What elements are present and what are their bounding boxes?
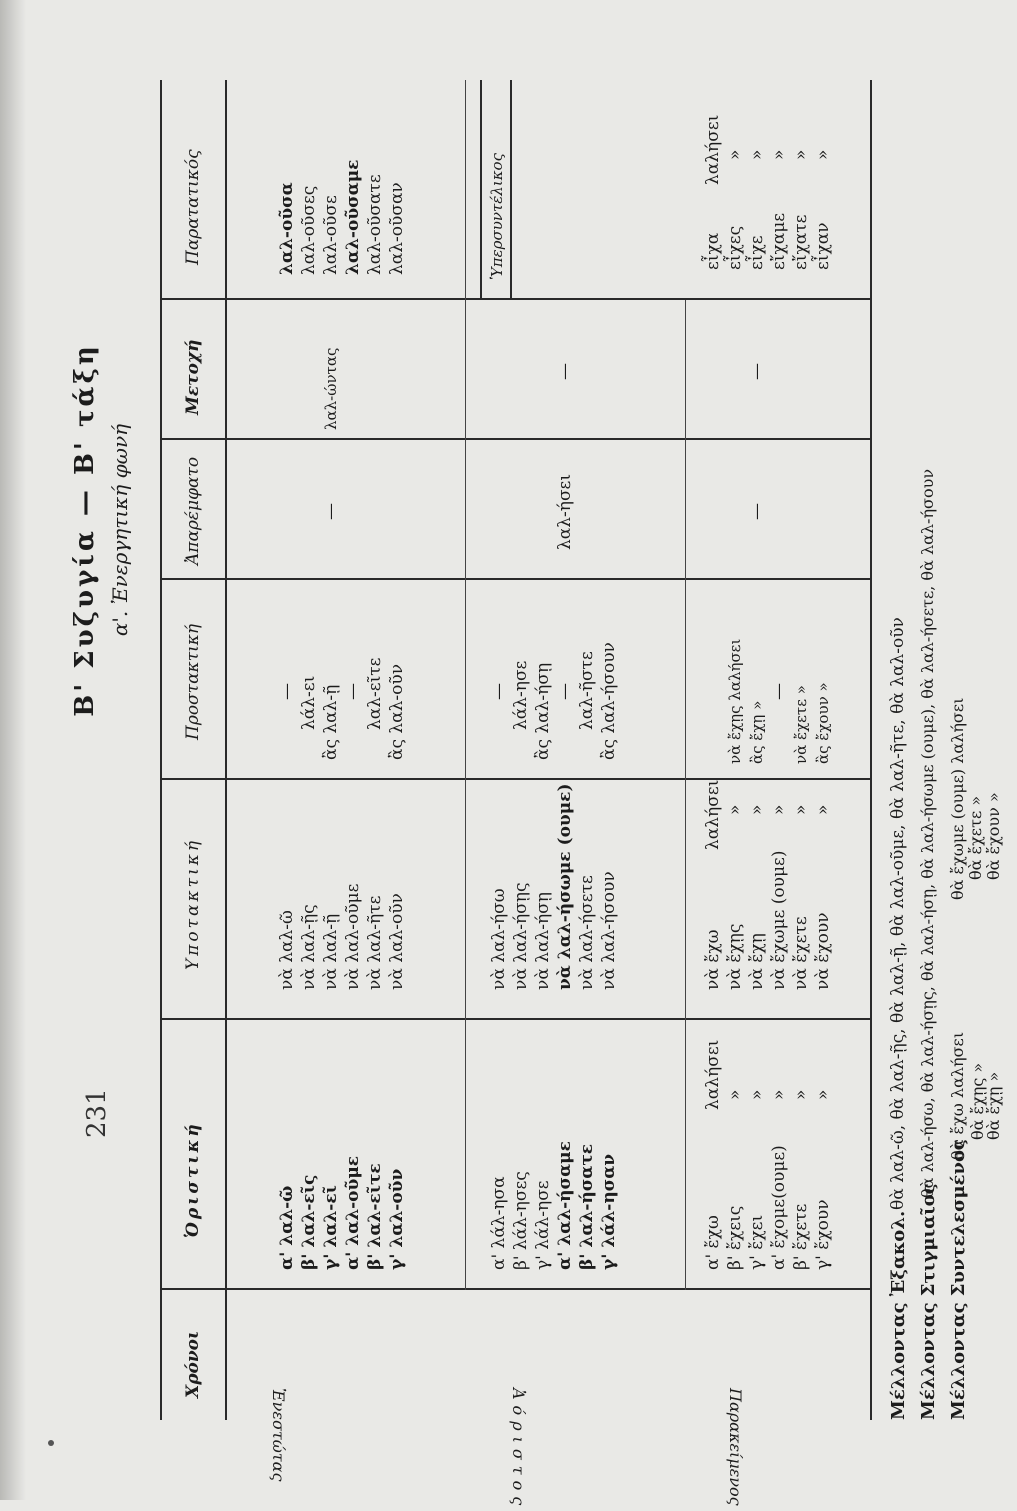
pluperfect-aux: εἶχε [747, 235, 767, 270]
perfect-indicative-aux: α' ἔχομε(ουμε) [769, 1145, 789, 1270]
perfect-indicative-aux: γ' ἔχουν [813, 1199, 833, 1270]
imperfect-row: λαλ-οῦσαν [387, 182, 407, 275]
present-imperative-row: — [277, 683, 297, 700]
pluperfect-main: » [791, 149, 811, 160]
perfect-indicative-aux: γ' ἔχει [747, 1214, 767, 1270]
imperfect-row: λαλ-οῦσες [299, 185, 319, 275]
future-perfect-label: Μέλλοντας Συντελεσμένος [948, 1139, 969, 1420]
row-rule [465, 80, 466, 300]
aorist-imperative-row: λαλ-ῆστε [577, 651, 597, 730]
perfect-subjunctive-aux: νὰ ἔχετε [791, 916, 811, 990]
aorist-imperative-row: — [555, 683, 575, 700]
header-indicative: Ὁριστική [183, 1121, 203, 1238]
aorist-subjunctive-row: νὰ λαλ-ήσῃς [511, 882, 531, 990]
perfect-subjunctive-main: λαλήσει [703, 779, 723, 850]
perfect-subjunctive-aux: νὰ ἔχω [703, 929, 723, 990]
col-rule [160, 1289, 870, 1291]
present-subjunctive-row: νὰ λαλ-οῦν [387, 893, 407, 990]
header-rule [225, 80, 227, 1420]
present-imperative-row: λάλ-ει [299, 675, 319, 730]
future-perfect-col2-row: θὰ ἔχετε » [966, 795, 985, 880]
perfect-indicative-main: » [813, 1089, 833, 1100]
present-indicative-row: β' λαλ-εῖτε [365, 1163, 385, 1270]
imperfect-row: λαλ-οῦσαμε [343, 159, 363, 275]
rotated-page [40, 40, 1003, 1511]
header-tense: Χρόνοι [183, 1330, 203, 1398]
perfect-imperative-row: νὰ ἔχῃς λαλήσει [726, 638, 744, 764]
col-rule [160, 1019, 870, 1021]
future-perfect-col2-row: θὰ ἔχουν » [984, 792, 1003, 880]
aorist-subjunctive-row: νὰ λαλ-ήσῃ [533, 892, 553, 990]
imperfect-row: λαλ-οῦσα [277, 182, 297, 275]
aorist-subjunctive-row: νὰ λαλ-ήσωμε (ουμε) [555, 783, 575, 990]
future-continuous-forms: θὰ λαλ-ῶ, θὰ λαλ-ῇς, θὰ λαλ-ῇ, θὰ λαλ-οῦμε, θὰ λαλ-ῆτε, θὰ λαλ-οῦν [888, 617, 908, 1210]
header-pluperfect: Ὑπερσυντέλικος [488, 153, 506, 280]
perfect-subjunctive-main: » [747, 804, 767, 815]
col-rule [160, 299, 870, 301]
perfect-imperative-row: νὰ ἔχετε » [792, 685, 810, 764]
aorist-participle: — [555, 363, 575, 380]
header-participle: Μετοχή [183, 339, 203, 415]
future-perfect-col1-row: θὰ ἔχω λαλήσει [948, 1031, 967, 1160]
perfect-indicative-aux: α' ἔχω [703, 1215, 723, 1270]
page-subtitle: α'. Ἐνεργητική φωνή [108, 423, 132, 637]
present-indicative-row: β' λαλ-εῖς [299, 1174, 319, 1270]
header-imperative: Προστακτική [183, 623, 203, 740]
perfect-indicative-aux: β' ἔχετε [791, 1203, 811, 1270]
perfect-imperative-row: ἂς ἔχῃ » [748, 700, 766, 764]
header-imperfect: Παρατατικός [183, 149, 203, 265]
present-imperative-row: — [343, 683, 363, 700]
tense-label-perfect: Παρακείμενος [726, 1388, 745, 1506]
row-rule [465, 300, 466, 1290]
present-infinitive: — [321, 503, 341, 520]
present-subjunctive-row: νὰ λαλ-ῇ [321, 913, 341, 990]
perfect-indicative-main: » [769, 1089, 789, 1100]
aorist-indicative-row: β' λάλ-ησες [511, 1171, 531, 1270]
aorist-subjunctive-row: νὰ λαλ-ήσουν [599, 871, 619, 990]
present-indicative-row: γ' λαλ-εῖ [321, 1185, 341, 1270]
perfect-subjunctive-aux: νὰ ἔχουν [813, 912, 833, 990]
aorist-indicative-row: γ' λάλ-ησαν [599, 1153, 619, 1270]
perfect-subjunctive-main: » [769, 804, 789, 815]
page-edge-shadow [0, 0, 26, 1500]
present-imperative-row: ἂς λαλ-ῇ [321, 684, 341, 760]
perfect-participle: — [747, 363, 767, 380]
aorist-subjunctive-row: νὰ λαλ-ήσετε [577, 875, 597, 990]
imperfect-row: λαλ-οῦσε [321, 195, 341, 275]
aorist-indicative-row: α' λάλ-ησα [489, 1176, 509, 1270]
present-participle: λαλ-ώντας [322, 347, 340, 430]
present-subjunctive-row: νὰ λαλ-ῆτε [365, 895, 385, 990]
perfect-indicative-main: » [725, 1089, 745, 1100]
perfect-indicative-main: » [791, 1089, 811, 1100]
present-subjunctive-row: νὰ λαλ-ῇς [299, 904, 319, 990]
present-imperative-row: λαλ-εῖτε [365, 657, 385, 730]
pluperfect-rule [480, 80, 482, 300]
pluperfect-main: λαλήσει [703, 114, 723, 185]
perfect-subjunctive-aux: νὰ ἔχῃ [747, 933, 767, 990]
perfect-indicative-main: λαλήσει [703, 1039, 723, 1110]
aorist-imperative-row: ἂς λαλ-ήσουν [599, 642, 619, 760]
future-simple-label: Μέλλοντας Στιγμιαῖος [918, 1183, 939, 1420]
aorist-infinitive: λαλ-ήσει [555, 473, 575, 550]
perfect-infinitive: — [747, 503, 767, 520]
aorist-subjunctive-row: νὰ λαλ-ήσω [489, 888, 509, 990]
future-perfect-col1-row: θὰ ἔχῃς » [968, 1062, 987, 1140]
pluperfect-rule [510, 80, 512, 300]
table-top-rule [160, 80, 162, 1420]
present-indicative-row: α' λαλ-οῦμε [343, 1155, 363, 1270]
tense-label-aorist: Ἀόριστος [509, 1388, 528, 1511]
page-number: 231 [82, 1088, 112, 1138]
future-simple-forms: θὰ λαλ-ήσω, θὰ λαλ-ήσῃς, θὰ λαλ-ήσῃ, θὰ λαλ-ήσωμε (ουμε), θὰ λαλ-ήσετε, θὰ λαλ-ήσουν [918, 468, 937, 1198]
perfect-subjunctive-aux: νὰ ἔχωμε (ουμε) [769, 850, 789, 990]
page-title: Β' Συζυγία — Β' τάξη [70, 343, 100, 717]
present-imperative-row: ἂς λαλ-οῦν [387, 663, 407, 760]
aorist-indicative-row: β' λαλ-ήσατε [577, 1143, 597, 1270]
perfect-subjunctive-main: » [813, 804, 833, 815]
header-infinitive: Ἀπαρέμφατο [183, 456, 203, 565]
perfect-imperative-row: — [769, 683, 789, 700]
perfect-subjunctive-aux: νὰ ἔχῃς [725, 923, 745, 990]
aorist-imperative-row: ἂς λαλ-ήσῃ [533, 662, 553, 760]
present-subjunctive-row: νὰ λαλ-οῦμε [343, 883, 363, 990]
aorist-indicative-row: γ' λάλ-ησε [533, 1180, 553, 1270]
present-subjunctive-row: νὰ λαλ-ῶ [277, 910, 297, 990]
perfect-subjunctive-main: » [791, 804, 811, 815]
perfect-indicative-main: » [747, 1089, 767, 1100]
perfect-imperative-row: ἂς ἔχουν » [814, 682, 832, 764]
pluperfect-aux: εἶχα [703, 232, 723, 270]
pluperfect-main: » [747, 149, 767, 160]
col-rule [160, 779, 870, 781]
row-rule [685, 300, 686, 1290]
col-rule [160, 439, 870, 441]
future-continuous-label: Μέλλοντας Ἐξακολ. [888, 1210, 909, 1420]
col-rule [160, 579, 870, 581]
pluperfect-main: » [725, 149, 745, 160]
tense-label-present: Ἐνεστώτας [269, 1388, 288, 1482]
aorist-imperative-row: — [489, 683, 509, 700]
imperfect-row: λαλ-οῦσατε [365, 174, 385, 275]
perfect-indicative-aux: β' ἔχεις [725, 1205, 745, 1270]
pluperfect-aux: εἶχες [725, 225, 745, 270]
present-indicative-row: α' λαλ-ῶ [277, 1185, 297, 1270]
future-perfect-col2-row: θὰ ἔχωμε (ουμε) λαλήσει [948, 697, 967, 900]
header-subjunctive: Υποτακτική [183, 837, 203, 970]
pluperfect-aux: εἴχαμε [769, 212, 789, 270]
pluperfect-aux: εἴχατε [791, 214, 811, 270]
present-indicative-row: γ' λαλ-οῦν [387, 1168, 407, 1270]
aorist-imperative-row: λάλ-ησε [511, 660, 531, 730]
pluperfect-aux: εἶχαν [813, 222, 833, 270]
pluperfect-main: » [769, 149, 789, 160]
perfect-subjunctive-main: » [725, 804, 745, 815]
aorist-indicative-row: α' λαλ-ήσαμε [555, 1141, 575, 1270]
pluperfect-main: » [813, 149, 833, 160]
table-bottom-rule [870, 80, 872, 1420]
future-perfect-col1-row: θὰ ἔχῃ » [984, 1071, 1003, 1140]
